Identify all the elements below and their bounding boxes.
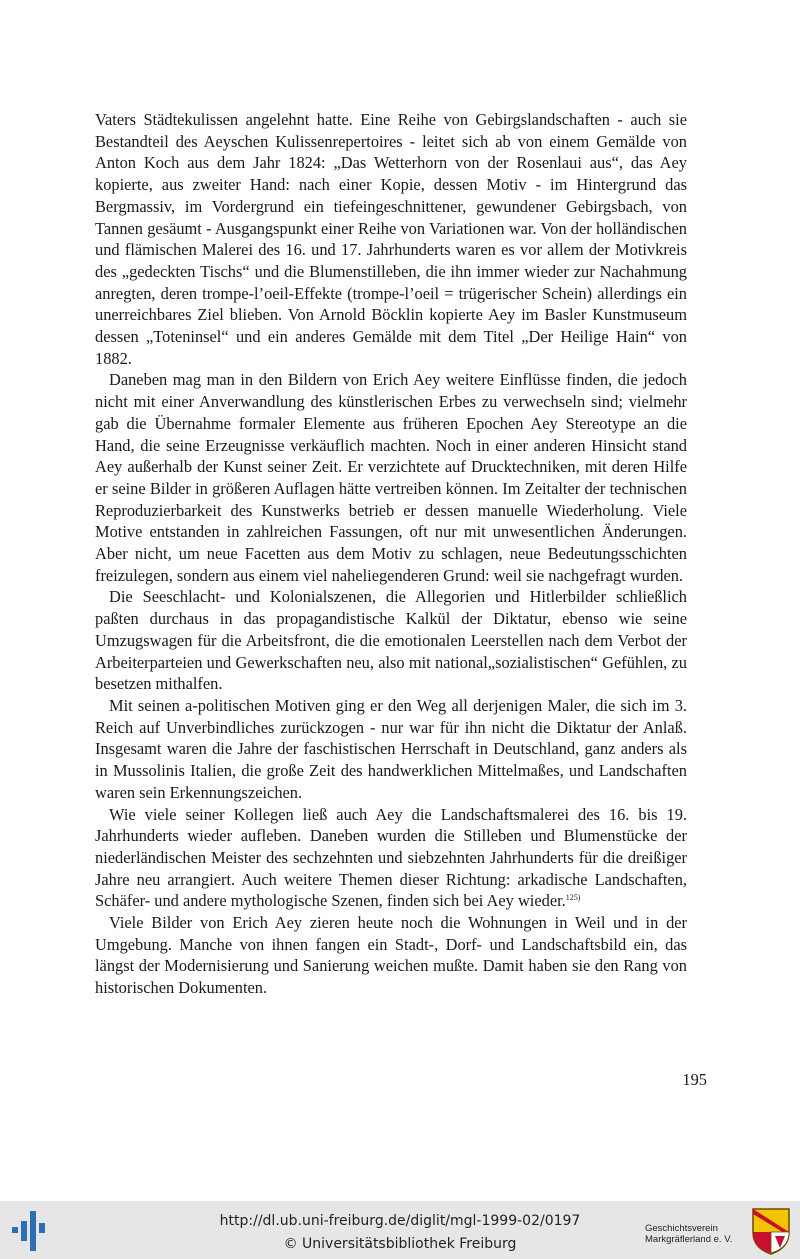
footer-bar <box>0 1201 800 1259</box>
copyright-text: © Universitätsbibliothek Freiburg <box>283 1236 517 1252</box>
paragraph-1: Vaters Städtekulissen angelehnt hatte. Eine Reihe von Gebirgslandschaften - auch sie Bestandteil des Aeyschen Kulissenrepertoires - leitet sich ab von einem Gemälde von Anton Koch aus dem Jahr 1824: „Das Wetterhorn von der Rosenlaui aus“, das Aey kopierte, aus zweiter Hand: nach einer Kopie, dessen Motiv - im Hintergrund das Bergmassiv, im Vordergrund ein tiefeingeschnittener, gewundener Gebirgsbach, von Tannen gesäumt - Ausgangspunkt einer Reihe von Variationen war. Von der holländischen und flämischen Malerei des 16. und 17. Jahrhunderts waren es vor allem der Motivkreis des „gedeckten Tischs“ und die Blumenstilleben, die ihn immer wieder zur Nachahmung anregten, deren trompe-l’oeil-Effekte (trompe-l’oeil = trügerischer Schein) allerdings ein unerreichbares Ziel blieben. Von Arnold Böcklin kopierte Aey im Basler Kunstmuseum dessen „Toteninsel“ und ein anderes Gemälde mit dem Titel „Der Heilige Hain“ von 1882. <box>95 110 687 368</box>
paragraph-5 <box>95 804 687 913</box>
society-name-line2: Markgräflerland e. V. <box>645 1234 733 1245</box>
ub-freiburg-logo-icon[interactable] <box>12 1209 52 1253</box>
paragraph-4: Mit seinen a-politischen Motiven ging er den Weg all derjenigen Maler, die sich im 3. Reich auf Unverbindliches zurückzogen - nur war für ihn nicht die Diktatur der Anlaß. Insgesamt waren die Jahre der faschistischen Herrschaft in Deutschland, ganz anders als in Mussolinis Italien, die große Zeit des handwerklichen Mittelmaßes, und Landschaften waren sein Erkennungszeichen. <box>95 695 687 802</box>
society-crest-icon[interactable] <box>750 1206 792 1256</box>
society-name-line1: Geschichtsverein <box>645 1223 718 1234</box>
society-name <box>645 1223 755 1245</box>
paragraph-2: Daneben mag man in den Bildern von Erich Aey weitere Einflüsse finden, die jedoch nicht mit einer Anverwandlung des künstlerischen Erbes zu verwechseln sind; vielmehr gab die Übernahme formaler Elemente aus früheren Epochen Aey Stereotype an die Hand, die seine Erzeugnisse verkäuflich machten. Noch in einer anderen Hinsicht stand Aey außerhalb der Kunst seiner Zeit. Er verzichtete auf Drucktechniken, mit deren Hilfe er seine Bilder in größeren Auflagen hätte vertreiben können. Im Zeitalter der technischen Reproduzierbarkeit des Kunstwerks betrieb er dessen manuelle Wiederholung. Viele Motive entstanden in zahlreichen Fassungen, oft nur mit unwesentlichen Änderungen. Aber nicht, um neue Facetten aus dem Motiv zu schlagen, neue Bedeutungsschichten freizulegen, sondern aus einem viel naheliegenderen Grund: weil sie nachgefragt wurden. <box>95 370 687 585</box>
body-text <box>95 109 687 999</box>
permalink-url[interactable]: http://dl.ub.uni-freiburg.de/diglit/mgl-1999-02/0197 <box>219 1213 581 1229</box>
footnote-marker[interactable]: 125) <box>565 893 581 903</box>
paragraph-3: Die Seeschlacht- und Kolonialszenen, die Allegorien und Hitlerbilder schließlich paßten durchaus in das propagandistische Kalkül der Diktatur, ebenso wie seine Umzugswagen für die Arbeitsfront, die die emotionalen Leerstellen nach dem Verbot der Arbeiterparteien und Gewerkschaften neu, also mit national„sozialistischen“ Gefühlen, zu besetzen mithalfen. <box>95 587 687 694</box>
page-number: 195 <box>682 1070 707 1089</box>
paragraph-5-text: Wie viele seiner Kollegen ließ auch Aey die Landschaftsmalerei des 16. bis 19. Jahrhunderts wieder aufleben. Daneben wurden die Stilleben und Blumenstücke der niederländischen Meister des sechzehnten und siebzehnten Jahrhunderts für die dreißiger Jahre neu arrangiert. Auch weitere Themen dieser Richtung: arkadische Landschaften, Schäfer- und andere mythologische Szenen, finden sich bei Aey wieder. <box>95 804 687 911</box>
paragraph-6: Viele Bilder von Erich Aey zieren heute noch die Wohnungen in Weil und in der Umgebung. Manche von ihnen fangen ein Stadt-, Dorf- und Landschaftsbild ein, das längst der Modernisierung und Sanierung weichen mußte. Damit haben sie den Rang von historischen Dokumenten. <box>95 913 687 998</box>
